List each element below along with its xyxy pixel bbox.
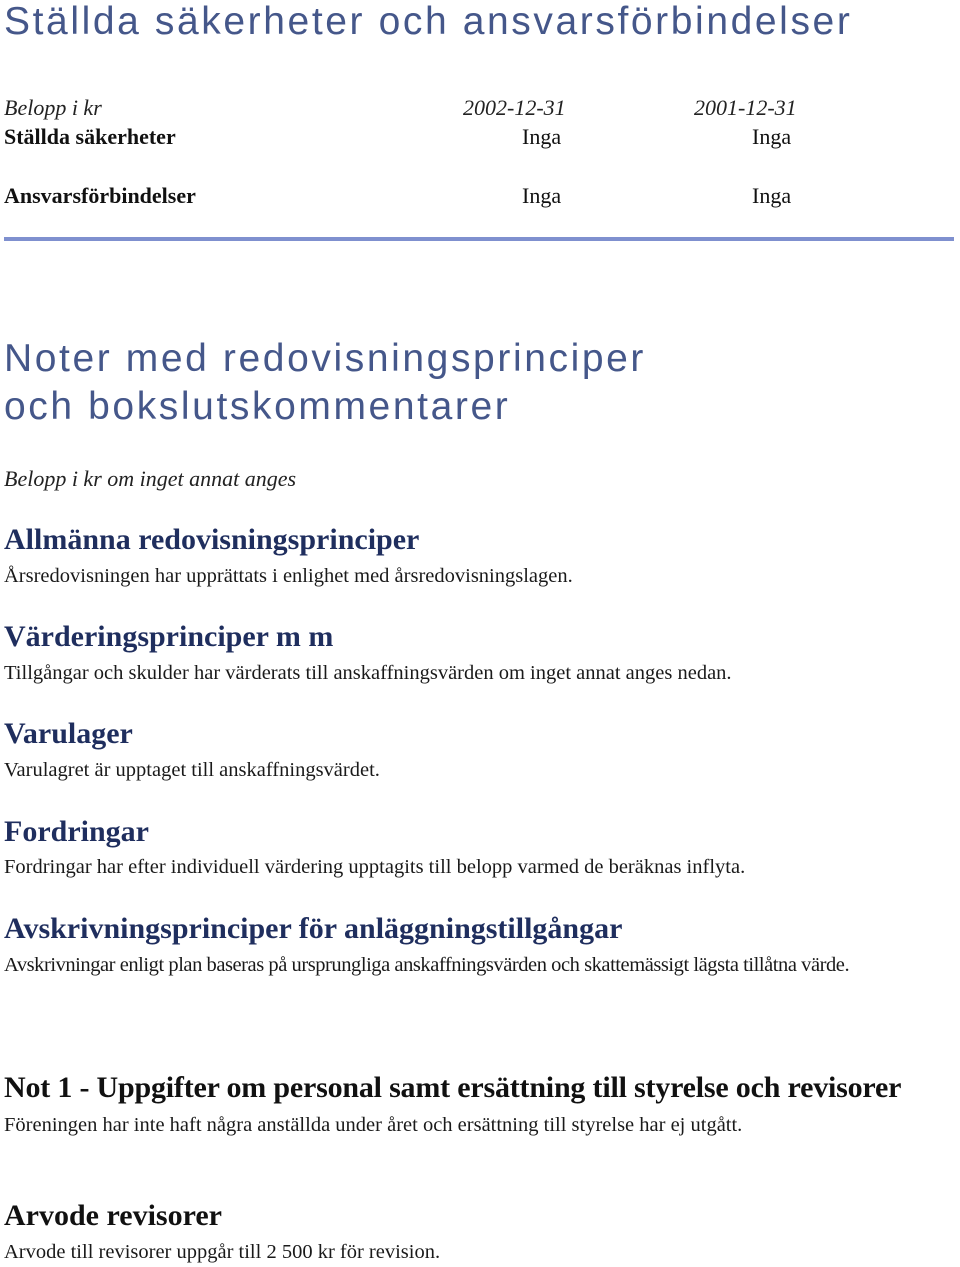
- row-value-contingent-liabilities-2002: Inga: [522, 183, 562, 208]
- heading-note-1: Not 1 - Uppgifter om personal samt ersättning till styrelse och revisorer: [4, 1071, 902, 1104]
- notes-title-line1: Noter med redovisningsprinciper: [4, 337, 647, 380]
- text-general-principles: Årsredovisningen har upprättats i enlighet med årsredovisningslagen.: [4, 565, 573, 587]
- row-label-pledged-assets: Ställda säkerheter: [4, 124, 176, 149]
- text-note-1: Föreningen har inte haft några anställda under året och ersättning till styrelse har ej utgått.: [4, 1114, 743, 1136]
- notes-title-line2: och bokslutskommentarer: [4, 385, 511, 428]
- text-receivables: Fordringar har efter individuell värdering upptagits till belopp varmed de beräknas inflyta.: [4, 856, 746, 878]
- text-depreciation: Avskrivningar enligt plan baseras på ursprungliga anskaffningsvärden och skattemässigt lägsta tillåtna värde.: [4, 954, 850, 976]
- amount-unit-label: Belopp i kr: [4, 95, 102, 120]
- column-header-2001: 2001-12-31: [694, 95, 797, 120]
- heading-depreciation: Avskrivningsprinciper för anläggningstillgångar: [4, 912, 623, 945]
- row-label-contingent-liabilities: Ansvarsförbindelser: [4, 183, 196, 208]
- heading-valuation-principles: Värderingsprinciper m m: [4, 620, 334, 653]
- row-value-contingent-liabilities-2001: Inga: [752, 183, 792, 208]
- text-inventory: Varulagret är upptaget till anskaffningsvärdet.: [4, 759, 380, 781]
- column-header-2002: 2002-12-31: [463, 95, 566, 120]
- securities-title: Ställda säkerheter och ansvarsförbindelser: [4, 0, 853, 43]
- notes-subtitle: Belopp i kr om inget annat anges: [4, 466, 297, 491]
- section-divider: [4, 237, 954, 241]
- heading-general-principles: Allmänna redovisningsprinciper: [4, 523, 420, 556]
- heading-receivables: Fordringar: [4, 815, 149, 848]
- text-valuation-principles: Tillgångar och skulder har värderats till anskaffningsvärden om inget annat anges nedan.: [4, 662, 732, 684]
- heading-auditor-fees: Arvode revisorer: [4, 1199, 222, 1232]
- row-value-pledged-assets-2001: Inga: [752, 124, 792, 149]
- row-value-pledged-assets-2002: Inga: [522, 124, 562, 149]
- heading-inventory: Varulager: [4, 717, 133, 750]
- text-auditor-fees: Arvode till revisorer uppgår till 2 500 kr för revision.: [4, 1241, 441, 1263]
